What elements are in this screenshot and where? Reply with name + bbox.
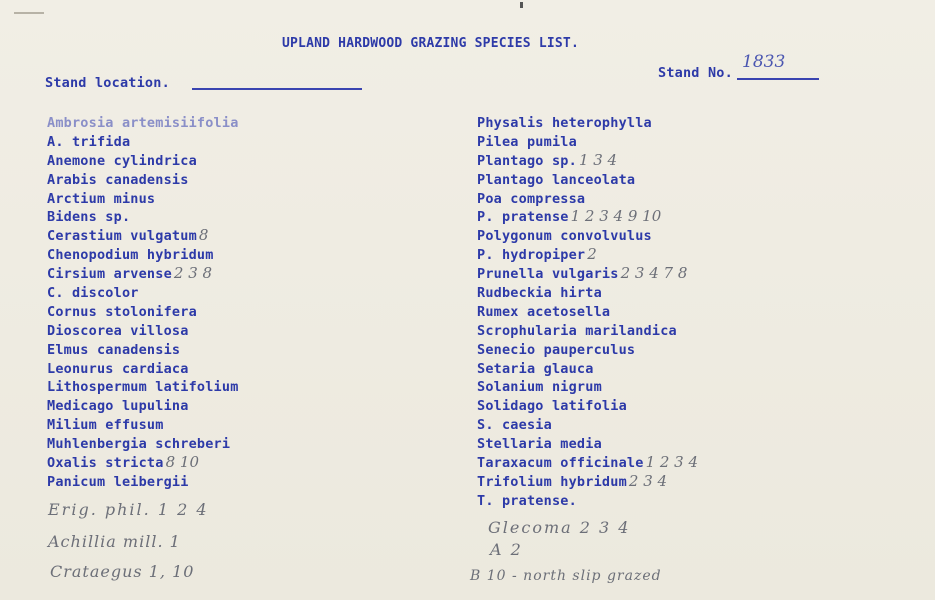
species-name: Scrophularia marilandica	[477, 322, 677, 339]
species-row	[47, 132, 239, 151]
species-name: Poa compressa	[477, 190, 586, 207]
species-row	[47, 226, 239, 245]
species-row	[47, 207, 239, 226]
handwritten-stand-numbers: 2 3 4 7 8	[620, 264, 688, 283]
species-name: A. trifida	[47, 133, 131, 150]
species-row	[477, 340, 698, 359]
species-row	[477, 189, 698, 208]
species-name: Elmus canadensis	[47, 341, 181, 358]
species-list-right	[477, 113, 698, 510]
species-row	[477, 151, 698, 170]
species-row	[47, 377, 239, 396]
species-row	[477, 359, 698, 378]
species-name: Solanium nigrum	[477, 379, 602, 396]
species-row	[477, 396, 698, 415]
species-name: Dioscorea villosa	[47, 322, 189, 339]
species-name: Rudbeckia hirta	[477, 285, 602, 302]
species-name: Bidens sp.	[47, 209, 131, 226]
species-list-left	[47, 113, 239, 491]
species-row	[47, 340, 239, 359]
species-row	[47, 189, 239, 208]
species-row	[477, 170, 698, 189]
handwritten-note-erigeron: Erig. phil. 1 2 4	[48, 500, 209, 519]
species-name: Rumex acetosella	[477, 303, 611, 320]
species-row	[477, 113, 698, 132]
species-name: Muhlenbergia schreberi	[47, 436, 231, 453]
species-row	[47, 264, 239, 283]
species-row	[477, 132, 698, 151]
handwritten-stand-numbers: 2 3 4	[628, 471, 668, 490]
species-name: Senecio pauperculus	[477, 341, 636, 358]
species-row	[47, 151, 239, 170]
species-name: Physalis heterophylla	[477, 115, 652, 131]
species-name: Solidago latifolia	[477, 398, 627, 415]
species-row	[47, 321, 239, 340]
species-row	[47, 113, 239, 132]
species-name: P. pratense	[477, 209, 569, 226]
species-row	[47, 453, 239, 472]
species-row	[477, 283, 698, 302]
species-row	[477, 264, 698, 283]
species-name: Plantago lanceolata	[477, 171, 636, 188]
handwritten-stand-numbers: 1 2 3 4	[645, 453, 699, 472]
species-name: P. hydropiper	[477, 247, 586, 264]
species-name: Arctium minus	[47, 190, 156, 207]
species-name: Setaria glauca	[477, 360, 594, 377]
stand-location-label: Stand location.	[45, 75, 170, 91]
species-name: Cirsium arvense	[47, 266, 172, 283]
species-name: Ambrosia artemisiifolia	[47, 115, 239, 131]
species-row	[47, 302, 239, 321]
species-name: Oxalis stricta	[47, 455, 164, 472]
paper-mark	[14, 12, 44, 14]
species-name: Arabis canadensis	[47, 171, 189, 188]
handwritten-note-a: A 2	[490, 540, 523, 559]
species-row	[477, 434, 698, 453]
handwritten-stand-numbers: 2	[587, 245, 597, 264]
handwritten-stand-numbers: 1 2 3 4 9 10	[570, 207, 662, 226]
species-name: T. pratense.	[477, 492, 577, 509]
species-name: Stellaria media	[477, 436, 602, 453]
stand-location-blank-line	[192, 88, 362, 90]
species-row	[477, 321, 698, 340]
species-name: S. caesia	[477, 417, 552, 434]
handwritten-stand-numbers: 8	[198, 226, 209, 245]
species-row	[477, 302, 698, 321]
species-name: Plantago sp.	[477, 152, 577, 169]
species-row	[477, 207, 698, 226]
handwritten-note-crataegus: Crataegus 1, 10	[50, 562, 195, 581]
species-name: Medicago lupulina	[47, 398, 189, 415]
species-name: C. discolor	[47, 285, 139, 302]
stand-number-value: 1833	[742, 52, 786, 72]
species-name: Milium effusum	[47, 417, 164, 434]
species-name: Polygonum convolvulus	[477, 228, 652, 245]
species-row	[477, 415, 698, 434]
handwritten-note-glecoma: Glecoma 2 3 4	[488, 518, 631, 537]
species-row	[477, 226, 698, 245]
handwritten-note-achillea: Achillia mill. 1	[48, 532, 181, 551]
species-name: Chenopodium hybridum	[47, 247, 214, 264]
species-name: Pilea pumila	[477, 133, 577, 150]
species-row	[477, 491, 698, 510]
species-row	[47, 245, 239, 264]
species-row	[47, 396, 239, 415]
species-name: Cornus stolonifera	[47, 303, 197, 320]
handwritten-note-b: B 10 - north slip grazed	[470, 568, 662, 584]
species-row	[477, 453, 698, 472]
species-name: Cerastium vulgatum	[47, 228, 197, 245]
species-row	[47, 283, 239, 302]
species-row	[47, 359, 239, 378]
species-name: Lithospermum latifolium	[47, 379, 239, 396]
species-row	[477, 472, 698, 491]
species-name: Anemone cylindrica	[47, 152, 197, 169]
species-row	[47, 415, 239, 434]
species-name: Leonurus cardiaca	[47, 360, 189, 377]
handwritten-stand-numbers: 2 3 8	[173, 264, 213, 283]
species-row	[47, 170, 239, 189]
handwritten-stand-numbers: 8 10	[165, 453, 199, 472]
species-name: Panicum leibergii	[47, 473, 189, 490]
paper-tick-mark	[520, 2, 523, 8]
species-row	[477, 377, 698, 396]
species-name: Trifolium hybridum	[477, 473, 627, 490]
species-row	[47, 472, 239, 491]
handwritten-stand-numbers: 1 3 4	[578, 150, 618, 169]
species-row	[477, 245, 698, 264]
page-title: UPLAND HARDWOOD GRAZING SPECIES LIST.	[282, 36, 579, 51]
species-row	[47, 434, 239, 453]
species-name: Taraxacum officinale	[477, 455, 644, 472]
species-name: Prunella vulgaris	[477, 266, 619, 283]
stand-number-underline	[737, 78, 819, 80]
stand-number-label: Stand No.	[658, 65, 733, 81]
